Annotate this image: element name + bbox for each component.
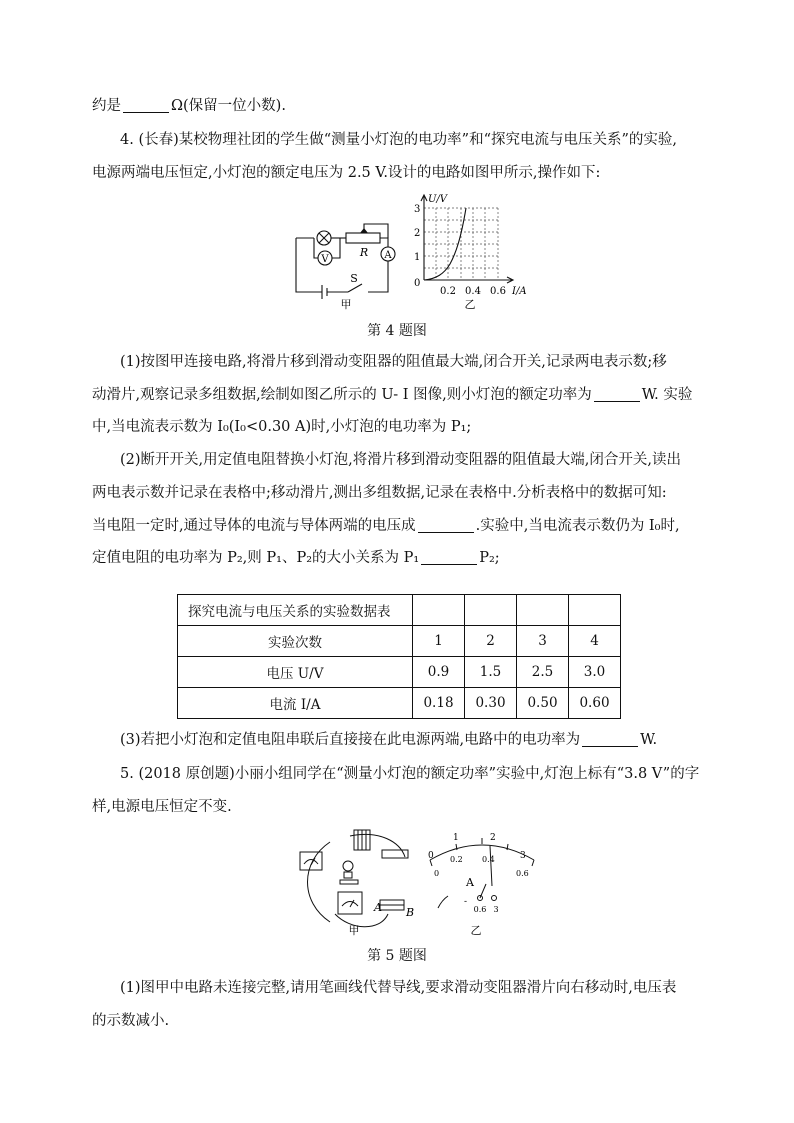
q4-part2-line2: 两电表示数并记录在表格中;移动滑片,测出多组数据,记录在表格中.分析表格中的数据可知: [92,485,667,501]
q4-part2-line3 [92,516,680,536]
answer-blank-compare[interactable] [421,550,477,565]
q5-part1-line1: (1)图甲中电路未连接完整,请用笔画线代替导线,要求滑动变阻器滑片向右移动时,电压表 [120,980,677,996]
fig4-y-tick-3: 3 [414,204,421,215]
answer-blank-relation[interactable] [418,518,474,533]
table-row [178,688,621,719]
table-cell: 0.50 [517,688,569,719]
row-label-current: 电流 I/A [178,688,413,719]
answer-blank-1[interactable] [123,98,169,113]
fig4-label-r: R [359,246,369,259]
fig4-x-tick-06: 0.6 [490,286,506,297]
fig5-terminal-06: 0.6 [473,905,487,914]
fig5-label-yi: 乙 [470,924,482,937]
q4-part1-line1: (1)按图甲连接电路,将滑片移到滑动变阻器的阻值最大端,闭合开关,记录两电表示数;移 [120,354,667,370]
q4-part2-text-b: .实验中,当电流表示数仍为 I₀时, [475,518,680,534]
fig4-switch-s: S [350,272,358,285]
q4-part2-text-d: P₂; [479,550,500,566]
fig4-x-tick-02: 0.2 [440,286,456,297]
table-cell: 2 [465,626,517,657]
fig5-inner-scale-06: 0.6 [516,869,529,878]
fig4-y-tick-2: 2 [414,228,421,239]
table-cell: 0.18 [413,688,465,719]
q4-part2-text-c: 定值电阻的电功率为 P₂,则 P₁、P₂的大小关系为 P₁ [92,550,420,566]
table-row [178,595,621,626]
q4-stem-1: 4. (长春)某校物理社团的学生做“测量小灯泡的电功率”和“探究电流与电压关系”的实验, [120,132,678,148]
q5-stem-2: 样,电源电压恒定不变. [92,799,232,815]
fig4-caption: 第 4 题图 [367,323,427,339]
table-cell: 1 [413,626,465,657]
fig5-apparatus [290,822,420,940]
table-cell: 3 [517,626,569,657]
q4-stem-2: 电源两端电压恒定,小灯泡的额定电压为 2.5 V.设计的电路如图甲所示,操作如下: [92,165,601,181]
fig5-outer-scale-2: 2 [490,833,496,843]
fig5-inner-scale-0: 0 [434,869,440,878]
table-cell: 2.5 [517,657,569,688]
fig4-x-tick-04: 0.4 [465,286,481,297]
table-row [178,657,621,688]
answer-blank-series-power[interactable] [582,732,638,747]
fig5-terminal-neg: - [464,897,468,907]
q4-part2-line4 [92,548,500,568]
table-cell: 0.9 [413,657,465,688]
table-row [178,626,621,657]
table-cell: 1.5 [465,657,517,688]
table-cell: 3.0 [569,657,621,688]
table-cell: 0.30 [465,688,517,719]
text-ohm-unit: Ω(保留一位小数). [171,98,286,114]
answer-blank-rated-power[interactable] [594,387,640,402]
line-ohm-answer [92,96,286,116]
fig5-inner-scale-04: 0.4 [482,855,495,864]
fig4-circuit-diagram [288,200,421,310]
fig5-meter-unit: A [466,876,474,889]
q4-part2-line1: (2)断开开关,用定值电阻替换小灯泡,将滑片移到滑动变阻器的阻值最大端,闭合开关,读出 [120,452,681,468]
fig4-voltmeter-v: V [321,254,329,265]
text-about: 约是 [92,98,121,114]
q5-part1-line2: 的示数减小. [92,1013,170,1029]
fig4-ammeter-a: A [384,250,392,261]
q4-part2-text-a: 当电阻一定时,通过导体的电流与导体两端的电压成 [92,518,416,534]
fig4-x-axis-label: I/A [512,286,527,297]
fig5-rheostat-a: A [374,901,382,914]
fig5-ammeter-dial [420,828,540,940]
fig4-y-axis-label: U/V [428,194,448,205]
table-cell [517,595,569,626]
table-cell [413,595,465,626]
table-cell [569,595,621,626]
fig4-label-yi: 乙 [464,298,476,311]
fig4-ui-graph [408,190,538,315]
fig5-outer-scale-3: 3 [520,851,526,861]
fig5-label-jia: 甲 [348,924,360,937]
fig4-y-tick-1: 1 [414,252,421,263]
table-cell [465,595,517,626]
q4-part1-line3: 中,当电流表示数为 I₀(I₀<0.30 A)时,小灯泡的电功率为 P₁; [92,419,472,435]
table-cell: 4 [569,626,621,657]
q4-part1-line2 [92,385,692,405]
q4-part3-text: (3)若把小灯泡和定值电阻串联后直接接在此电源两端,电路中的电功率为 [120,732,581,748]
fig5-rheostat-b: B [406,906,415,919]
row-label-voltage: 电压 U/V [178,657,413,688]
q5-stem-1: 5. (2018 原创题)小丽小组同学在“测量小灯泡的额定功率”实验中,灯泡上标有“3.8 V”的字 [120,766,700,782]
fig5-caption: 第 5 题图 [367,948,427,964]
table-cell: 0.60 [569,688,621,719]
q4-part1-unit: W. 实验 [641,387,693,403]
q4-part3 [120,730,657,750]
fig4-label-jia: 甲 [340,298,352,310]
fig5-outer-scale-1: 1 [453,833,459,843]
row-label-trial: 实验次数 [178,626,413,657]
data-table [177,594,621,719]
fig5-terminal-3: 3 [493,905,499,914]
fig5-outer-scale-0: 0 [428,851,434,861]
table-title: 探究电流与电压关系的实验数据表 [178,595,413,626]
fig4-origin: 0 [414,278,421,289]
fig5-inner-scale-02: 0.2 [450,855,463,864]
q4-part3-unit: W. [640,732,658,748]
q4-part1-text: 动滑片,观察记录多组数据,绘制如图乙所示的 U- I 图像,则小灯泡的额定功率为 [92,387,592,403]
